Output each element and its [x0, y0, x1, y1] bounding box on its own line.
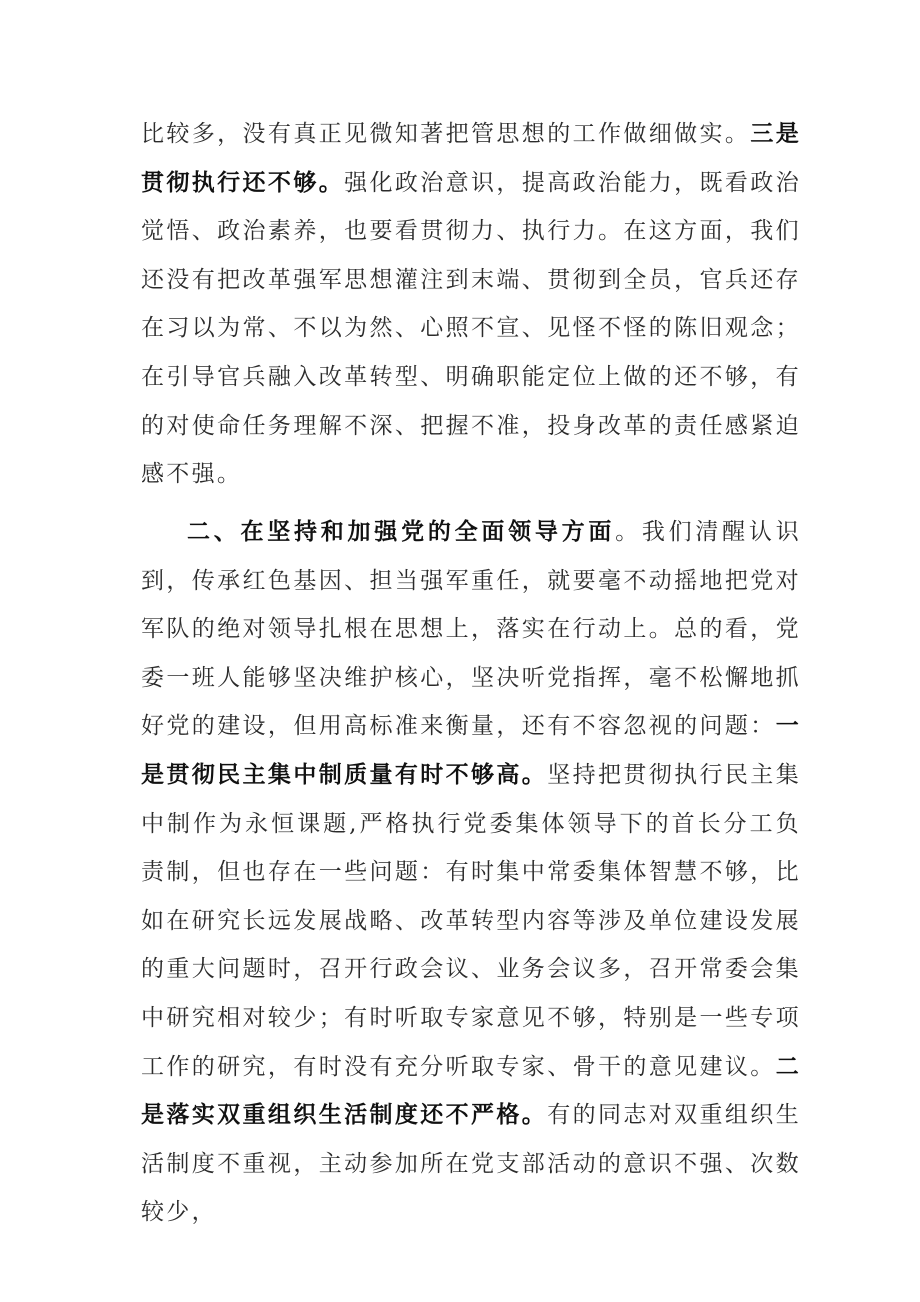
section-heading: 二、在坚持和加强党的全面领导方面	[187, 518, 616, 545]
text-segment: 有的同志对双重组织生活制度不重视，主动参加所在党支部活动的意识不强、次数较少，	[141, 1102, 801, 1226]
paragraph-1	[141, 110, 801, 499]
paragraph-2	[141, 508, 801, 1237]
bold-heading-one: 一是贯彻民主集中制质量有时不够高。	[141, 712, 801, 788]
text-segment: 比较多，没有真正见微知著把管思想的工作做细做实。	[141, 121, 751, 147]
text-segment: 强化政治意识，提高政治能力，既看政治觉悟、政治素养，也要看贯彻力、执行力。在这方面，我们还没有把改革强军思想灌注到末端、贯彻到全员，官兵还存在习以为常、不以为然、心照不宣、见怪不怪的陈旧观念；在引导官兵融入改革转型、明确职能定位上做的还不够，有的对使命任务理解不深、把握不准，投身改革的责任感紧迫感不强。	[141, 169, 801, 488]
bold-heading-two: 二是落实双重组织生活制度还不严格。	[141, 1052, 801, 1129]
bold-heading-three: 三是贯彻执行还不够。	[141, 120, 802, 196]
text-segment: 坚持把贯彻执行民主集中制作为永恒课题,严格执行党委集体领导下的首长分工负责制，但也存在一些问题：有时集中常委集体智慧不够，比如在研究长远发展战略、改革转型内容等涉及单位建设发展的重大问题时，召开行政会议、业务会议多，召开常委会集中研究相对较少；有时听取专家意见不够，特别是一些专项工作的研究，有时没有充分听取专家、骨干的意见建议。	[141, 761, 801, 1080]
text-segment: 。我们清醒认识到，传承红色基因、担当强军重任，就要毫不动摇地把党对军队的绝对领导扎根在思想上，落实在行动上。总的看，党委一班人能够坚决维护核心，坚决听党指挥，毫不松懈地抓好党的建设，但用高标准来衡量，还有不容忽视的问题：	[141, 519, 801, 740]
